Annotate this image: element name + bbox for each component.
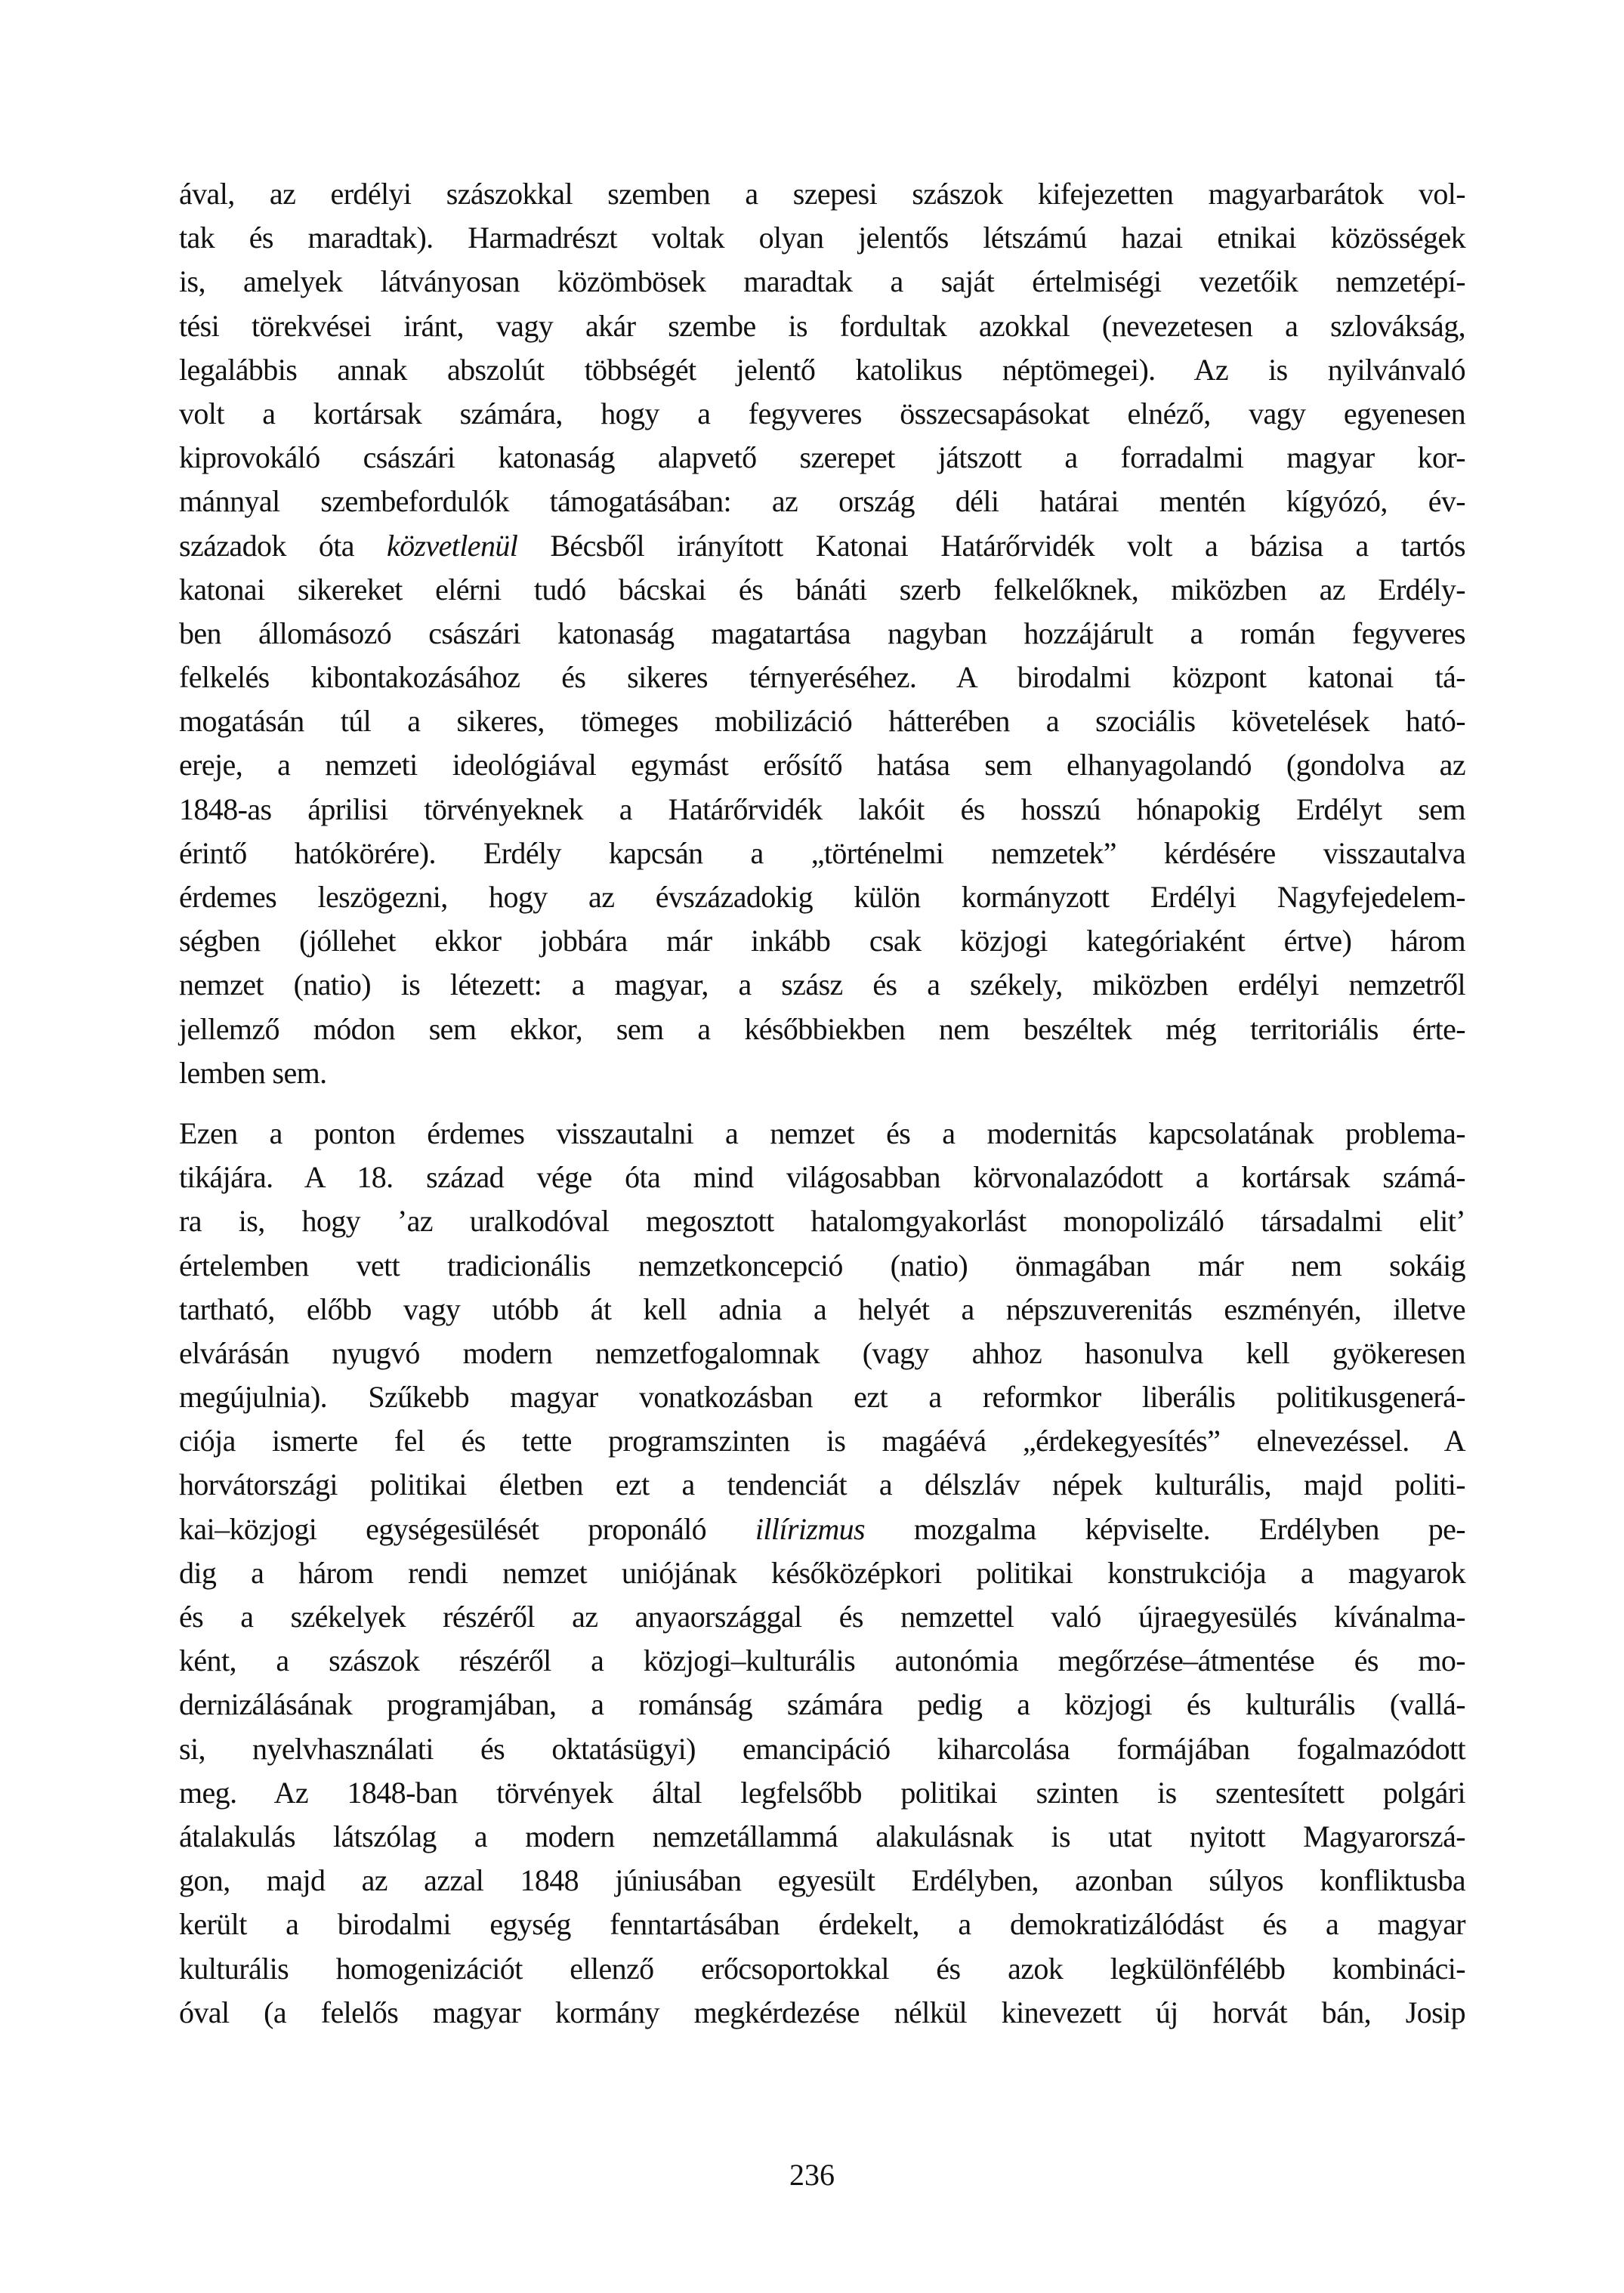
text-line: legalábbis annak abszolút többségét jelentő katolikus néptömegei). Az is nyilvánvaló	[179, 352, 1465, 387]
text-line: dig a három rendi nemzet uniójának későközépkori politikai konstrukciója a magyarok	[179, 1555, 1465, 1590]
text-line: ciója ismerte fel és tette programszinten is magáévá „érdekegyesítés” elnevezéssel. A	[179, 1424, 1465, 1458]
text-line: horvátországi politikai életben ezt a tendenciát a délszláv népek kulturális, majd politi-	[179, 1467, 1465, 1502]
text-line: átalakulás látszólag a modern nemzetállammá alakulásnak is utat nyitott Magyarorszá-	[179, 1819, 1465, 1853]
text-line: ségben (jóllehet ekkor jobbára már inkább csak közjogi kategóriaként értve) három	[179, 924, 1465, 958]
paragraph-1	[179, 172, 1465, 1095]
text-line: 1848-as áprilisi törvényeknek a Határőrvidék lakóit és hosszú hónapokig Erdélyt sem	[179, 792, 1465, 826]
text-line: katonai sikereket elérni tudó bácskai és bánáti szerb felkelőknek, miközben az Erdély-	[179, 572, 1465, 606]
text-line: értelemben vett tradicionális nemzetkoncepció (natio) önmagában már nem sokáig	[179, 1248, 1465, 1282]
text-line: Ezen a ponton érdemes visszautalni a nemzet és a modernitás kapcsolatának problema-	[179, 1116, 1465, 1150]
text-line: nemzet (natio) is létezett: a magyar, a szász és a székely, miközben erdélyi nemzetről	[179, 968, 1465, 1002]
text-line: ben állomásozó császári katonaság magatartása nagyban hozzájárult a román fegyveres	[179, 616, 1465, 650]
text-line: meg. Az 1848-ban törvények által legfelsőbb politikai szinten is szentesített polgári	[179, 1775, 1465, 1810]
emphasized-term: illírizmus	[755, 1511, 866, 1546]
emphasized-term: közvetlenül	[386, 528, 518, 563]
text-line: felkelés kibontakozásához és sikeres térnyeréséhez. A birodalmi központ katonai tá-	[179, 660, 1465, 695]
text-line: került a birodalmi egység fenntartásában érdekelt, a demokratizálódást és a magyar	[179, 1907, 1465, 1942]
page-body	[179, 172, 1465, 2035]
text-line: mánnyal szembefordulók támogatásában: az ország déli határai mentén kígyózó, év-	[179, 484, 1465, 519]
text-line: volt a kortársak számára, hogy a fegyveres összecsapásokat elnéző, vagy egyenesen	[179, 396, 1465, 431]
text-line: tikájára. A 18. század vége óta mind világosabban körvonalazódott a kortársak számá-	[179, 1160, 1465, 1195]
text-line: elvárásán nyugvó modern nemzetfogalomnak (vagy ahhoz hasonulva kell gyökeresen	[179, 1335, 1465, 1370]
text-line: tak és maradtak). Harmadrészt voltak olyan jelentős létszámú hazai etnikai közösségek	[179, 221, 1465, 255]
text-line	[179, 524, 1465, 568]
text-segment: kai–közjogi egységesülését proponáló	[179, 1511, 755, 1546]
text-line: érintő hatókörére). Erdély kapcsán a „történelmi nemzetek” kérdésére visszautalva	[179, 835, 1465, 870]
text-line: lemben sem.	[179, 1055, 327, 1090]
text-segment: századok óta	[179, 528, 387, 563]
text-line	[179, 1508, 1465, 1551]
text-line: dernizálásának programjában, a románság számára pedig a közjogi és kulturális (vallá-	[179, 1687, 1465, 1722]
text-line: ra is, hogy ’az uralkodóval megosztott hatalomgyakorlást monopolizáló társadalmi elit’	[179, 1204, 1465, 1239]
text-segment: mozgalma képviselte. Erdélyben pe-	[865, 1511, 1465, 1546]
text-line: óval (a felelős magyar kormány megkérdezése nélkül kinevezett új horvát bán, Josip	[179, 1995, 1465, 2029]
text-line: ával, az erdélyi szászokkal szemben a szepesi szászok kifejezetten magyarbarátok vol-	[179, 177, 1465, 211]
text-line: kulturális homogenizációt ellenző erőcsoportokkal és azok legkülönfélébb kombináci-	[179, 1951, 1465, 1986]
text-line: mogatásán túl a sikeres, tömeges mobilizáció hátterében a szociális követelések ható-	[179, 704, 1465, 739]
text-line: gon, majd az azzal 1848 júniusában egyesült Erdélyben, azonban súlyos konfliktusba	[179, 1863, 1465, 1898]
text-line: tési törekvései iránt, vagy akár szembe is fordultak azokkal (nevezetesen a szlovákság,	[179, 308, 1465, 343]
text-line: is, amelyek látványosan közömbösek maradtak a saját értelmiségi vezetőik nemzetépí-	[179, 264, 1465, 299]
text-line: si, nyelvhasználati és oktatásügyi) emancipáció kiharcolása formájában fogalmazódott	[179, 1731, 1465, 1766]
text-line: ként, a szászok részéről a közjogi–kulturális autonómia megőrzése–átmentése és mo-	[179, 1643, 1465, 1678]
text-line: jellemző módon sem ekkor, sem a későbbiekben nem beszéltek még territoriális érte-	[179, 1011, 1465, 1046]
text-line: megújulnia). Szűkebb magyar vonatkozásban ezt a reformkor liberális politikusgenerá-	[179, 1380, 1465, 1415]
text-line: érdemes leszögezni, hogy az évszázadokig külön kormányzott Erdélyi Nagyfejedelem-	[179, 880, 1465, 914]
page-number: 236	[789, 2158, 835, 2192]
text-line: és a székelyek részéről az anyaországgal és nemzettel való újraegyesülés kívánalma-	[179, 1600, 1465, 1634]
text-segment: Bécsből irányított Katonai Határőrvidék volt a bázisa a tartós	[517, 528, 1465, 563]
paragraph-2	[179, 1112, 1465, 2035]
text-line: kiprovokáló császári katonaság alapvető szerepet játszott a forradalmi magyar kor-	[179, 440, 1465, 475]
text-line: ereje, a nemzeti ideológiával egymást erősítő hatása sem elhanyagolandó (gondolva az	[179, 748, 1465, 782]
text-line: tartható, előbb vagy utóbb át kell adnia a helyét a népszuverenitás eszményén, illetve	[179, 1292, 1465, 1326]
